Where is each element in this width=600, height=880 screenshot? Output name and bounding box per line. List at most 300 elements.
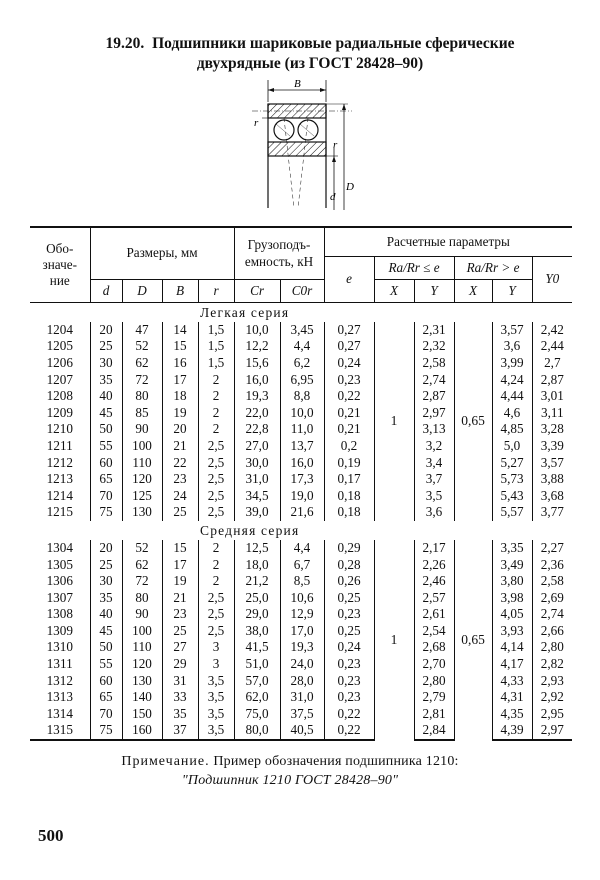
- cell-y1: 2,84: [414, 722, 454, 740]
- cell-y2: 5,27: [492, 454, 532, 471]
- cell-e: 0,22: [324, 388, 374, 405]
- cell-y1: 3,7: [414, 471, 454, 488]
- cell-d: 30: [90, 573, 122, 590]
- cell-cr: 27,0: [234, 438, 280, 455]
- header-r: r: [198, 279, 234, 302]
- cell-e: 0,17: [324, 471, 374, 488]
- cell-y2: 3,35: [492, 540, 532, 557]
- header-X2: X: [454, 279, 492, 302]
- cell-y0: 2,42: [532, 322, 572, 339]
- cell-B: 24: [162, 487, 198, 504]
- cell-y2: 3,93: [492, 623, 532, 640]
- cell-D: 90: [122, 606, 162, 623]
- cell-y0: 2,80: [532, 639, 572, 656]
- cell-des: 1215: [46, 504, 73, 520]
- cell-y2: 4,17: [492, 656, 532, 673]
- cell-e: 0,28: [324, 556, 374, 573]
- cell-cr: 25,0: [234, 589, 280, 606]
- cell-y1: 2,61: [414, 606, 454, 623]
- header-Y2: Y: [492, 279, 532, 302]
- cell-B: 21: [162, 589, 198, 606]
- cell-y0: 2,87: [532, 371, 572, 388]
- cell-e: 0,23: [324, 672, 374, 689]
- cell-e: 0,25: [324, 589, 374, 606]
- cell-D: 110: [122, 639, 162, 656]
- cell-r: 2,5: [198, 623, 234, 640]
- header-calc-params: Расчетные параметры: [324, 227, 572, 256]
- header-B: B: [162, 279, 198, 302]
- cell-des: 1209: [46, 404, 73, 420]
- cell-y1: 2,54: [414, 623, 454, 640]
- cell-y0: 3,88: [532, 471, 572, 488]
- header-designation: [30, 227, 90, 302]
- cell-D: 130: [122, 504, 162, 521]
- cell-y2: 4,44: [492, 388, 532, 405]
- cell-y2: 4,24: [492, 371, 532, 388]
- cell-r: 3,5: [198, 706, 234, 723]
- cell-B: 18: [162, 388, 198, 405]
- cell-e: 0,24: [324, 355, 374, 372]
- cell-y1: 3,4: [414, 454, 454, 471]
- cell-d: 65: [90, 471, 122, 488]
- designation-header-label: Обо-значе-ние: [42, 240, 77, 288]
- cell-B: 19: [162, 404, 198, 421]
- cell-r: 1,5: [198, 355, 234, 372]
- cell-d: 40: [90, 606, 122, 623]
- cell-d: 35: [90, 589, 122, 606]
- cell-des: 1205: [46, 338, 73, 354]
- cell-d: 45: [90, 623, 122, 640]
- cell-B: 29: [162, 656, 198, 673]
- note-text: Пример обозначения подшипника 1210:: [213, 754, 459, 769]
- cell-e: 0,23: [324, 689, 374, 706]
- cell-x2-merged: 0,65: [454, 540, 492, 740]
- cell-y0: 3,01: [532, 388, 572, 405]
- cell-c0r: 8,5: [280, 573, 324, 590]
- series-name: Средняя серия: [200, 523, 300, 539]
- cell-des: 1211: [46, 437, 73, 453]
- cell-des: 1212: [46, 454, 73, 470]
- cell-des: 1208: [46, 388, 73, 404]
- cell-B: 15: [162, 338, 198, 355]
- cell-cr: 30,0: [234, 454, 280, 471]
- cell-D: 100: [122, 623, 162, 640]
- cell-des: 1306: [46, 573, 73, 589]
- header-e: e: [324, 256, 374, 302]
- cell-e: 0,22: [324, 706, 374, 723]
- cell-D: 72: [122, 371, 162, 388]
- cell-c0r: 10,6: [280, 589, 324, 606]
- cell-des: 1210: [46, 421, 73, 437]
- cell-y2: 4,05: [492, 606, 532, 623]
- cell-y0: 3,57: [532, 454, 572, 471]
- cell-B: 19: [162, 573, 198, 590]
- cell-y0: 2,66: [532, 623, 572, 640]
- cell-cr: 10,0: [234, 322, 280, 339]
- cell-y0: 2,36: [532, 556, 572, 573]
- cell-y0: 2,74: [532, 606, 572, 623]
- cell-D: 130: [122, 672, 162, 689]
- cell-r: 2: [198, 421, 234, 438]
- title-line-1: Подшипники шариковые радиальные сферические: [152, 35, 515, 52]
- cell-y1: 2,68: [414, 639, 454, 656]
- cell-y0: 2,27: [532, 540, 572, 557]
- cell-D: 125: [122, 487, 162, 504]
- header-Cr: Cr: [234, 279, 280, 302]
- cell-r: 3,5: [198, 672, 234, 689]
- cell-y1: 2,57: [414, 589, 454, 606]
- cell-c0r: 17,3: [280, 471, 324, 488]
- cell-y0: 3,68: [532, 487, 572, 504]
- cell-y0: 2,92: [532, 689, 572, 706]
- cell-r: 2: [198, 404, 234, 421]
- cell-B: 17: [162, 371, 198, 388]
- cell-y2: 3,99: [492, 355, 532, 372]
- section-title: [40, 34, 580, 74]
- header-d: d: [90, 279, 122, 302]
- cell-cr: 31,0: [234, 471, 280, 488]
- cell-r: 1,5: [198, 338, 234, 355]
- header-dimensions: Размеры, мм: [90, 227, 234, 279]
- cell-e: 0,23: [324, 371, 374, 388]
- cell-c0r: 21,6: [280, 504, 324, 521]
- cell-c0r: 11,0: [280, 421, 324, 438]
- cell-cr: 18,0: [234, 556, 280, 573]
- cell-e: 0,23: [324, 656, 374, 673]
- cell-y1: 3,5: [414, 487, 454, 504]
- cell-c0r: 6,2: [280, 355, 324, 372]
- cell-d: 75: [90, 504, 122, 521]
- cell-cr: 21,2: [234, 573, 280, 590]
- cell-d: 60: [90, 672, 122, 689]
- cell-r: 2,5: [198, 589, 234, 606]
- cell-B: 17: [162, 556, 198, 573]
- label-B: B: [294, 78, 301, 90]
- cell-r: 1,5: [198, 322, 234, 339]
- footnote: [40, 752, 540, 790]
- cell-r: 3,5: [198, 722, 234, 740]
- cell-cr: 75,0: [234, 706, 280, 723]
- cell-c0r: 16,0: [280, 454, 324, 471]
- cell-cr: 22,8: [234, 421, 280, 438]
- cell-c0r: 8,8: [280, 388, 324, 405]
- cell-cr: 41,5: [234, 639, 280, 656]
- cell-y2: 5,73: [492, 471, 532, 488]
- cell-D: 52: [122, 540, 162, 557]
- cell-y1: 2,70: [414, 656, 454, 673]
- cell-r: 3,5: [198, 689, 234, 706]
- cell-y0: 2,93: [532, 672, 572, 689]
- cell-c0r: 24,0: [280, 656, 324, 673]
- cell-des: 1207: [46, 371, 73, 387]
- cell-D: 100: [122, 438, 162, 455]
- cell-B: 21: [162, 438, 198, 455]
- cell-c0r: 37,5: [280, 706, 324, 723]
- header-y0: Y0: [532, 256, 572, 302]
- cell-d: 20: [90, 540, 122, 557]
- header-X1: X: [374, 279, 414, 302]
- cell-y1: 3,6: [414, 504, 454, 521]
- cell-y1: 2,31: [414, 322, 454, 339]
- cell-y1: 2,80: [414, 672, 454, 689]
- table-row: [30, 540, 572, 557]
- cell-D: 120: [122, 471, 162, 488]
- cell-des: 1305: [46, 556, 73, 572]
- cell-cr: 80,0: [234, 722, 280, 740]
- cell-des: 1314: [46, 705, 73, 721]
- cell-d: 35: [90, 371, 122, 388]
- cell-D: 150: [122, 706, 162, 723]
- note-example: "Подшипник 1210 ГОСТ 28428–90": [181, 773, 399, 788]
- label-r-right: r: [333, 139, 338, 151]
- cell-c0r: 13,7: [280, 438, 324, 455]
- cell-B: 23: [162, 471, 198, 488]
- cell-e: 0,27: [324, 322, 374, 339]
- cell-y1: 2,58: [414, 355, 454, 372]
- header-cond-gt: Ra/Rr > e: [454, 256, 532, 279]
- cell-c0r: 6,95: [280, 371, 324, 388]
- cell-des: 1312: [46, 672, 73, 688]
- cell-r: 2,5: [198, 504, 234, 521]
- cell-y0: 3,77: [532, 504, 572, 521]
- cell-y0: 2,7: [532, 355, 572, 372]
- cell-D: 62: [122, 556, 162, 573]
- cell-d: 40: [90, 388, 122, 405]
- cell-y1: 2,74: [414, 371, 454, 388]
- cell-r: 2,5: [198, 454, 234, 471]
- cell-d: 55: [90, 438, 122, 455]
- cell-d: 70: [90, 706, 122, 723]
- cell-y0: 2,58: [532, 573, 572, 590]
- cell-B: 37: [162, 722, 198, 740]
- cell-y1: 2,32: [414, 338, 454, 355]
- cell-B: 27: [162, 639, 198, 656]
- cell-y1: 3,2: [414, 438, 454, 455]
- label-D: D: [346, 181, 354, 193]
- cell-e: 0,27: [324, 338, 374, 355]
- cell-y2: 3,80: [492, 573, 532, 590]
- cell-y2: 3,57: [492, 322, 532, 339]
- cell-y1: 2,81: [414, 706, 454, 723]
- cell-d: 70: [90, 487, 122, 504]
- cell-D: 85: [122, 404, 162, 421]
- cell-r: 3: [198, 656, 234, 673]
- cell-e: 0,25: [324, 623, 374, 640]
- cell-des: 1311: [46, 656, 73, 672]
- cell-y2: 4,6: [492, 404, 532, 421]
- cell-y1: 3,13: [414, 421, 454, 438]
- cell-x1-merged: 1: [374, 322, 414, 521]
- cell-e: 0,26: [324, 573, 374, 590]
- cell-y2: 5,43: [492, 487, 532, 504]
- cell-r: 2,5: [198, 471, 234, 488]
- cell-e: 0,18: [324, 487, 374, 504]
- cell-d: 55: [90, 656, 122, 673]
- cell-y1: 2,26: [414, 556, 454, 573]
- cell-c0r: 40,5: [280, 722, 324, 740]
- cell-B: 23: [162, 606, 198, 623]
- cell-y0: 2,44: [532, 338, 572, 355]
- cell-e: 0,21: [324, 404, 374, 421]
- cell-y1: 2,46: [414, 573, 454, 590]
- header-D: D: [122, 279, 162, 302]
- cell-d: 75: [90, 722, 122, 740]
- cell-r: 2: [198, 371, 234, 388]
- cell-B: 31: [162, 672, 198, 689]
- cell-y0: 2,69: [532, 589, 572, 606]
- cell-D: 90: [122, 421, 162, 438]
- cell-c0r: 4,4: [280, 338, 324, 355]
- cell-des: 1206: [46, 354, 73, 370]
- cell-D: 47: [122, 322, 162, 339]
- cell-cr: 16,0: [234, 371, 280, 388]
- cell-e: 0,22: [324, 722, 374, 740]
- cell-c0r: 19,0: [280, 487, 324, 504]
- cell-cr: 12,5: [234, 540, 280, 557]
- page-number: 500: [38, 826, 64, 845]
- cell-c0r: 19,3: [280, 639, 324, 656]
- cell-d: 45: [90, 404, 122, 421]
- cell-x2-merged: 0,65: [454, 322, 492, 521]
- section-number: 19.20.: [105, 35, 145, 52]
- cell-c0r: 12,9: [280, 606, 324, 623]
- cell-e: 0,24: [324, 639, 374, 656]
- cell-d: 20: [90, 322, 122, 339]
- cell-r: 2,5: [198, 438, 234, 455]
- cell-B: 35: [162, 706, 198, 723]
- cell-e: 0,29: [324, 540, 374, 557]
- cell-cr: 15,6: [234, 355, 280, 372]
- cell-e: 0,18: [324, 504, 374, 521]
- cell-y2: 4,85: [492, 421, 532, 438]
- cell-B: 15: [162, 540, 198, 557]
- cell-r: 3: [198, 639, 234, 656]
- cell-D: 160: [122, 722, 162, 740]
- cell-y0: 2,82: [532, 656, 572, 673]
- bearings-table: [30, 226, 572, 741]
- cell-r: 2,5: [198, 606, 234, 623]
- cell-d: 50: [90, 639, 122, 656]
- cell-d: 30: [90, 355, 122, 372]
- cell-D: 120: [122, 656, 162, 673]
- cell-des: 1315: [30, 722, 90, 740]
- cell-cr: 62,0: [234, 689, 280, 706]
- cell-r: 2,5: [198, 487, 234, 504]
- table-body: [30, 302, 572, 740]
- cell-D: 72: [122, 573, 162, 590]
- cell-y2: 4,35: [492, 706, 532, 723]
- cell-cr: 57,0: [234, 672, 280, 689]
- cell-c0r: 31,0: [280, 689, 324, 706]
- cell-cr: 19,3: [234, 388, 280, 405]
- cell-y1: 2,79: [414, 689, 454, 706]
- cell-r: 2: [198, 573, 234, 590]
- cell-d: 25: [90, 338, 122, 355]
- series-name: Легкая серия: [200, 305, 290, 320]
- cell-y0: 3,39: [532, 438, 572, 455]
- load-header-label: Грузоподъ-емность, кН: [244, 237, 314, 270]
- cell-cr: 51,0: [234, 656, 280, 673]
- cell-e: 0,19: [324, 454, 374, 471]
- cell-des: 1214: [46, 487, 73, 503]
- cell-cr: 34,5: [234, 487, 280, 504]
- title-line-2: двухрядные (из ГОСТ 28428–90): [196, 55, 424, 72]
- cell-e: 0,2: [324, 438, 374, 455]
- header-load: [234, 227, 324, 279]
- cell-r: 2: [198, 540, 234, 557]
- cell-y2: 3,98: [492, 589, 532, 606]
- cell-y0: 2,97: [532, 722, 572, 740]
- label-r-left: r: [254, 117, 259, 129]
- header-cond-le: Ra/Rr ≤ e: [374, 256, 454, 279]
- cell-c0r: 4,4: [280, 540, 324, 557]
- cell-D: 140: [122, 689, 162, 706]
- cell-x1-merged: 1: [374, 540, 414, 740]
- cell-y1: 2,17: [414, 540, 454, 557]
- cell-B: 14: [162, 322, 198, 339]
- cell-D: 80: [122, 388, 162, 405]
- cell-B: 25: [162, 504, 198, 521]
- cell-B: 16: [162, 355, 198, 372]
- cell-B: 20: [162, 421, 198, 438]
- cell-cr: 22,0: [234, 404, 280, 421]
- header-Y1: Y: [414, 279, 454, 302]
- cell-cr: 39,0: [234, 504, 280, 521]
- cell-y0: 3,11: [532, 404, 572, 421]
- cell-d: 50: [90, 421, 122, 438]
- cell-y2: 4,39: [492, 722, 532, 740]
- cell-des: 1310: [46, 639, 73, 655]
- series-heading-row: [30, 521, 572, 540]
- cell-des: 1309: [46, 622, 73, 638]
- cell-c0r: 10,0: [280, 404, 324, 421]
- cell-y0: 3,28: [532, 421, 572, 438]
- cell-r: 2: [198, 388, 234, 405]
- cell-y1: 2,87: [414, 388, 454, 405]
- cell-y2: 4,31: [492, 689, 532, 706]
- cell-cr: 12,2: [234, 338, 280, 355]
- cell-B: 33: [162, 689, 198, 706]
- cell-c0r: 28,0: [280, 672, 324, 689]
- cell-c0r: 6,7: [280, 556, 324, 573]
- cell-y2: 3,49: [492, 556, 532, 573]
- cell-e: 0,21: [324, 421, 374, 438]
- cell-y0: 2,95: [532, 706, 572, 723]
- cell-cr: 29,0: [234, 606, 280, 623]
- cell-D: 62: [122, 355, 162, 372]
- cell-B: 25: [162, 623, 198, 640]
- cell-des: 1308: [46, 606, 73, 622]
- cell-D: 110: [122, 454, 162, 471]
- cell-y2: 5,0: [492, 438, 532, 455]
- cell-cr: 38,0: [234, 623, 280, 640]
- cell-y2: 3,6: [492, 338, 532, 355]
- cell-des: 1313: [46, 689, 73, 705]
- cell-y2: 4,33: [492, 672, 532, 689]
- bearing-cross-section-drawing: [232, 78, 372, 218]
- cell-y2: 4,14: [492, 639, 532, 656]
- cell-d: 60: [90, 454, 122, 471]
- cell-d: 25: [90, 556, 122, 573]
- cell-e: 0,23: [324, 606, 374, 623]
- cell-des: 1204: [46, 321, 73, 337]
- cell-y1: 2,97: [414, 404, 454, 421]
- cell-des: 1213: [46, 471, 73, 487]
- cell-B: 22: [162, 454, 198, 471]
- cell-r: 2: [198, 556, 234, 573]
- cell-des: 1307: [46, 589, 73, 605]
- label-d: d: [330, 191, 336, 203]
